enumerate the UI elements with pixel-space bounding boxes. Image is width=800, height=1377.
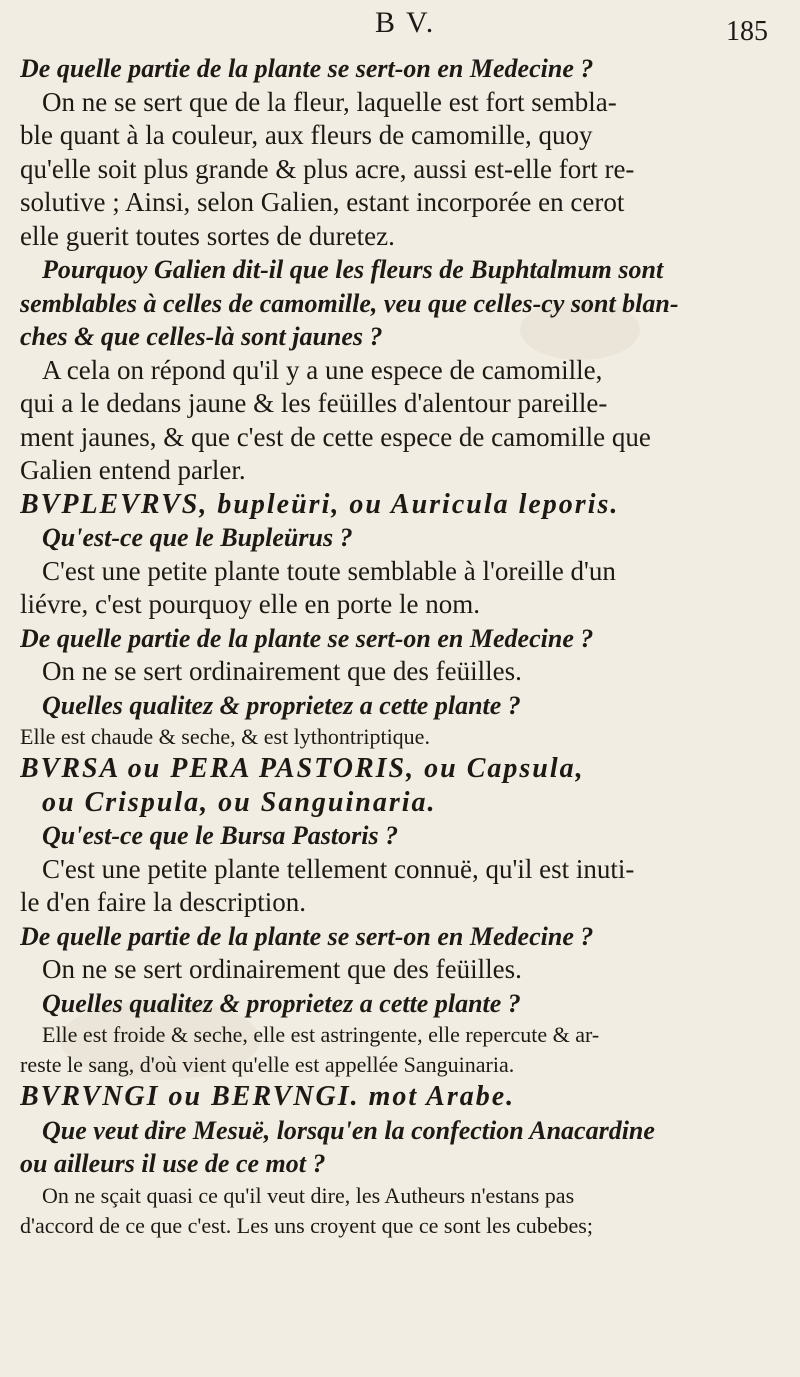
text-line: le d'en faire la description. <box>20 887 306 917</box>
text-line: C'est une petite plante toute semblable à l'oreille d'un <box>42 555 616 586</box>
question-line: semblables à celles de camomille, veu que celles-cy sont blan- <box>20 288 679 318</box>
entry-heading-line: ou Crispula, ou Sanguinaria. <box>42 786 437 818</box>
question-line: De quelle partie de la plante se sert-on en Medecine ? <box>20 54 594 83</box>
text-line: reste le sang, d'où vient qu'elle est appellée Sanguinaria. <box>20 1052 515 1077</box>
text-line: qu'elle soit plus grande & plus acre, aussi est-elle fort re- <box>20 153 635 184</box>
text-line: Galien entend parler. <box>20 455 246 485</box>
text-line: solutive ; Ainsi, selon Galien, estant incorporée en cerot <box>20 187 625 217</box>
text-line: d'accord de ce que c'est. Les uns croyent que ce sont les cubebes; <box>20 1212 593 1238</box>
text-line: On ne se sert ordinairement que des feüilles. <box>42 656 522 686</box>
text-line: Elle est froide & seche, elle est astringente, elle repercute & ar- <box>42 1022 600 1047</box>
page-header <box>0 6 800 50</box>
question-line: Que veut dire Mesuë, lorsqu'en la confection Anacardine <box>42 1115 655 1145</box>
question-line: Qu'est-ce que le Bursa Pastoris ? <box>42 821 399 850</box>
entry-heading-line: BVRSA ou PERA PASTORIS, ou Capsula, <box>20 753 585 784</box>
text-line: qui a le dedans jaune & les feüilles d'alentour pareille- <box>20 388 608 418</box>
question-line: Pourquoy Galien dit-il que les fleurs de Buphtalmum sont <box>42 255 664 284</box>
text-line: On ne sçait quasi ce qu'il veut dire, les Autheurs n'estans pas <box>42 1182 575 1208</box>
page-body <box>20 52 782 1241</box>
question-line: De quelle partie de la plante se sert-on en Medecine ? <box>20 623 594 653</box>
text-line: elle guerit toutes sortes de duretez. <box>20 220 395 251</box>
question-line: Quelles qualitez & proprietez a cette plante ? <box>42 690 521 720</box>
question-line: ches & que celles-là sont jaunes ? <box>20 322 383 351</box>
question-line: De quelle partie de la plante se sert-on en Medecine ? <box>20 921 594 951</box>
text-line: ble quant à la couleur, aux fleurs de camomille, quoy <box>20 120 593 150</box>
question-line: Qu'est-ce que le Bupleürus ? <box>42 523 353 552</box>
text-line: On ne se sert que de la fleur, laquelle est fort sembla- <box>42 86 617 117</box>
text-line: C'est une petite plante tellement connuë, qu'il est inuti- <box>42 853 635 884</box>
page-number: 185 <box>726 16 768 47</box>
entry-heading-line: BVPLEVRVS, bupleüri, ou Auricula leporis. <box>20 488 620 520</box>
entry-heading-line: BVRVNGI ou BERVNGI. mot Arabe. <box>20 1081 516 1112</box>
text-line: Elle est chaude & seche, & est lythontriptique. <box>20 724 430 749</box>
question-line: ou ailleurs il use de ce mot ? <box>20 1149 326 1178</box>
text-line: liévre, c'est pourquoy elle en porte le nom. <box>20 589 480 619</box>
question-line: Quelles qualitez & proprietez a cette plante ? <box>42 988 521 1018</box>
text-line: ment jaunes, & que c'est de cette espece de camomille que <box>20 421 651 452</box>
text-line: A cela on répond qu'il y a une espece de camomille, <box>42 354 603 385</box>
running-head: B V. <box>375 6 436 39</box>
text-line: On ne se sert ordinairement que des feüilles. <box>42 954 522 984</box>
